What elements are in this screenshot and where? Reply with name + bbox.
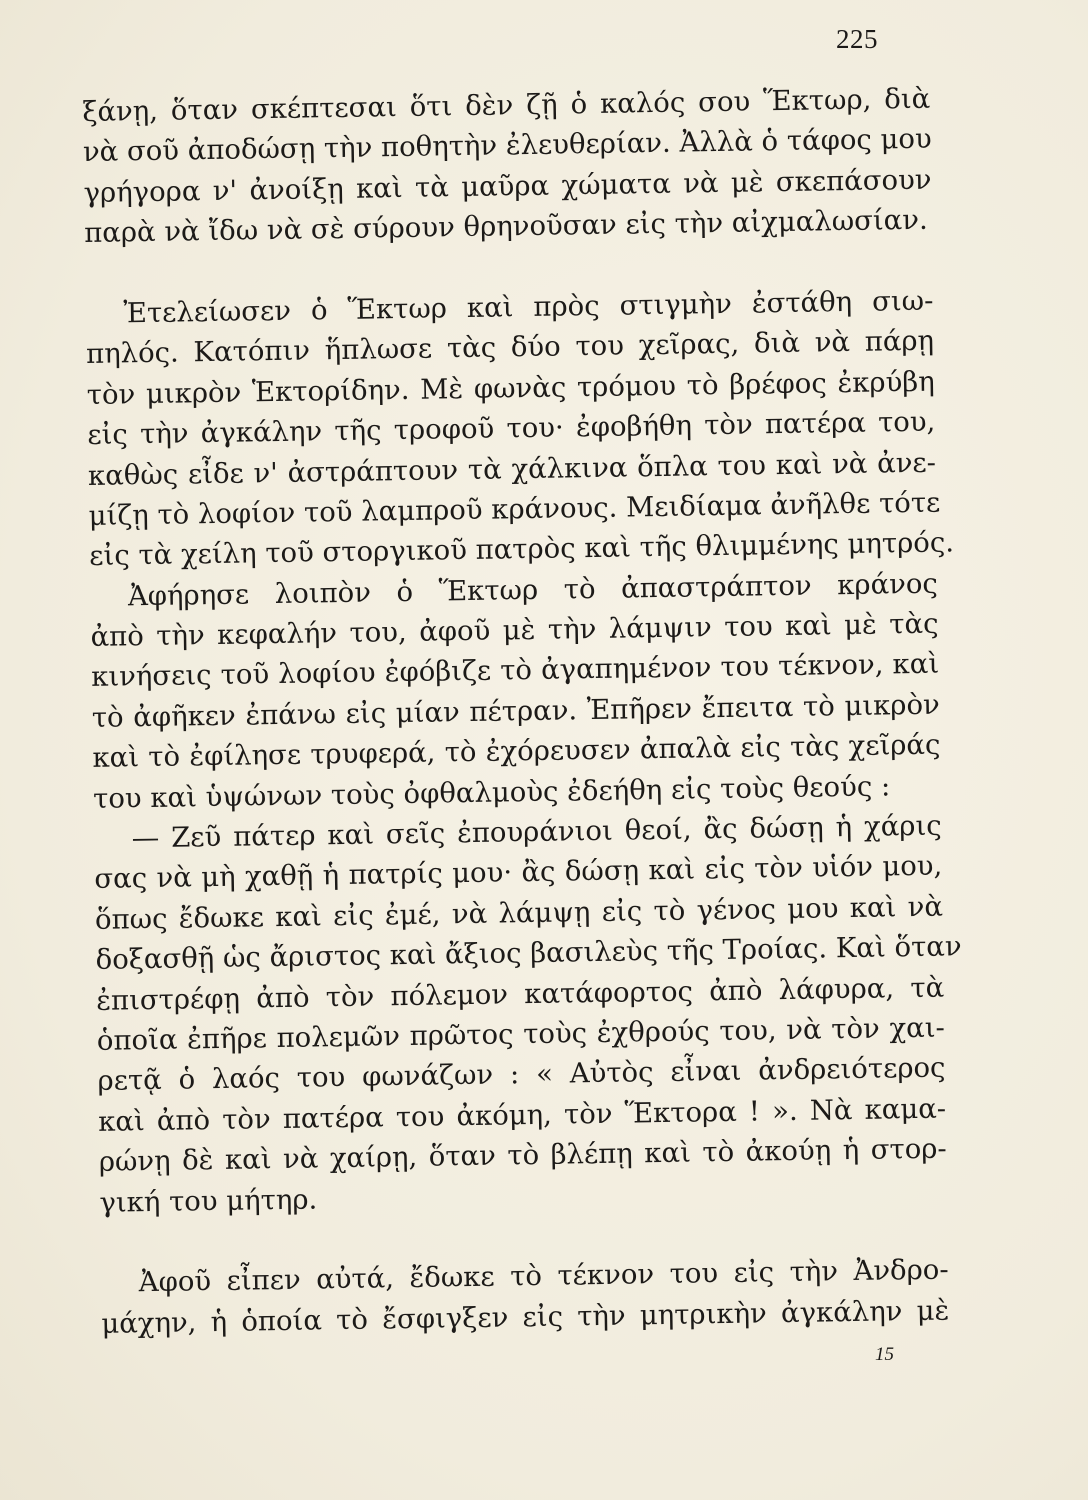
text-line: ρετᾷ ὁ λαός του φωνάζων : « Αὐτὸς εἶναι ἀνδρειότερος [97, 1051, 946, 1098]
text-line: σας νὰ μὴ χαθῇ ἡ πατρίς μου· ἂς δώσῃ καὶ εἰς τὸν υἱόν μου, [94, 850, 943, 896]
text-line: μάχην, ἡ ὁποία τὸ ἔσφιγξεν εἰς τὴν μητρικὴν ἀγκάλην μὲ [101, 1294, 950, 1340]
text-line: πηλός. Κατόπιν ἥπλωσε τὰς δύο του χεῖρας, διὰ νὰ πάρῃ [85, 324, 935, 371]
text-line: νὰ σοῦ ἀποδώσῃ τὴν ποθητὴν ἐλευθερίαν. Ἀλλὰ ὁ τάφος μου [82, 123, 932, 169]
text-line: καὶ ἀπὸ τὸν πατέρα του ἀκόμη, τὸν Ἕκτορα ! ». Νὰ καμα- [97, 1092, 947, 1138]
text-line: ὁποῖα ἐπῆρε πολεμῶν πρῶτος τοὺς ἐχθρούς του, νὰ τὸν χαι- [96, 1011, 946, 1057]
text-line: — Ζεῦ πάτερ καὶ σεῖς ἐπουράνιοι θεοί, ἂς δώσῃ ἡ χάρις [131, 809, 942, 855]
text-line: εἰς τὴν ἀγκάλην τῆς τροφοῦ του· ἐφοβήθη τὸν πατέρα του, [87, 405, 936, 452]
text-line: τὸν μικρὸν Ἑκτορίδην. Μὲ φωνὰς τρόμου τὸ βρέφος ἐκρύβη [86, 365, 935, 411]
text-line: παρὰ νὰ ἴδω νὰ σὲ σύρουν θρηνοῦσαν εἰς τὴν αἰχμαλωσίαν. [83, 203, 928, 250]
text-line: ἀπὸ τὴν κεφαλήν του, ἀφοῦ μὲ τὴν λάμψιν του καὶ μὲ τὰς [90, 607, 939, 654]
text-line: ὅπως ἔδωκε καὶ εἰς ἐμέ, νὰ λάμψῃ εἰς τὸ γένος μου καὶ νὰ [94, 890, 944, 936]
text-line: τὸ ἀφῆκεν ἐπάνω εἰς μίαν πέτραν. Ἐπῆρεν ἔπειτα τὸ μικρὸν [91, 688, 940, 734]
text-line: μίζῃ τὸ λοφίον τοῦ λαμπροῦ κράνους. Μειδίαμα ἀνῆλθε τότε [88, 486, 941, 532]
text-line: γρήγορα ν' ἀνοίξῃ καὶ τὰ μαῦρα χώματα νὰ μὲ σκεπάσουν [83, 163, 932, 209]
body-text [82, 79, 962, 1344]
text-line: εἰς τὰ χείλη τοῦ στοργικοῦ πατρὸς καὶ τῆς θλιμμένης μητρός. [89, 526, 955, 573]
text-line: γική του μήτηρ. [99, 1182, 318, 1219]
text-line: ξάνῃ, ὅταν σκέπτεσαι ὅτι δὲν ζῇ ὁ καλός σου Ἕκτωρ, διὰ [82, 82, 931, 128]
text-line: Ἐτελείωσεν ὁ Ἕκτωρ καὶ πρὸς στιγμὴν ἐστάθη σιω- [123, 284, 934, 330]
text-line: καὶ τὸ ἐφίλησε τρυφερά, τὸ ἐχόρευσεν ἀπαλὰ εἰς τὰς χεῖράς [92, 728, 941, 775]
text-line: ρώνῃ δὲ καὶ νὰ χαίρῃ, ὅταν τὸ βλέπῃ καὶ τὸ ἀκούῃ ἡ στορ- [98, 1132, 947, 1179]
text-line: κινήσεις τοῦ λοφίου ἐφόβιζε τὸ ἀγαπημένον του τέκνον, καὶ [90, 648, 940, 694]
text-line: του καὶ ὑψώνων τοὺς ὀφθαλμοὺς ἐδεήθη εἰς τοὺς θεούς : [92, 770, 891, 815]
text-line: ἐπιστρέφῃ ἀπὸ τὸν πόλεμον κατάφορτος ἀπὸ λάφυρα, τὰ [96, 971, 945, 1017]
text-line: Ἀφοῦ εἶπεν αὐτά, ἔδωκε τὸ τέκνον του εἰς τὴν Ἀνδρο- [138, 1253, 949, 1299]
page-number: 225 [836, 24, 878, 54]
text-line: Ἀφήρησε λοιπὸν ὁ Ἕκτωρ τὸ ἀπαστράπτον κράνος [127, 567, 939, 613]
text-line: καθὼς εἶδε ν' ἀστράπτουν τὰ χάλκινα ὅπλα του καὶ νὰ ἀνε- [87, 446, 937, 492]
text-line: δοξασθῇ ὡς ἄριστος καὶ ἄξιος βασιλεὺς τῆς Τροίας. Καὶ ὅταν [95, 930, 962, 977]
signature-mark: 15 [875, 1344, 894, 1365]
